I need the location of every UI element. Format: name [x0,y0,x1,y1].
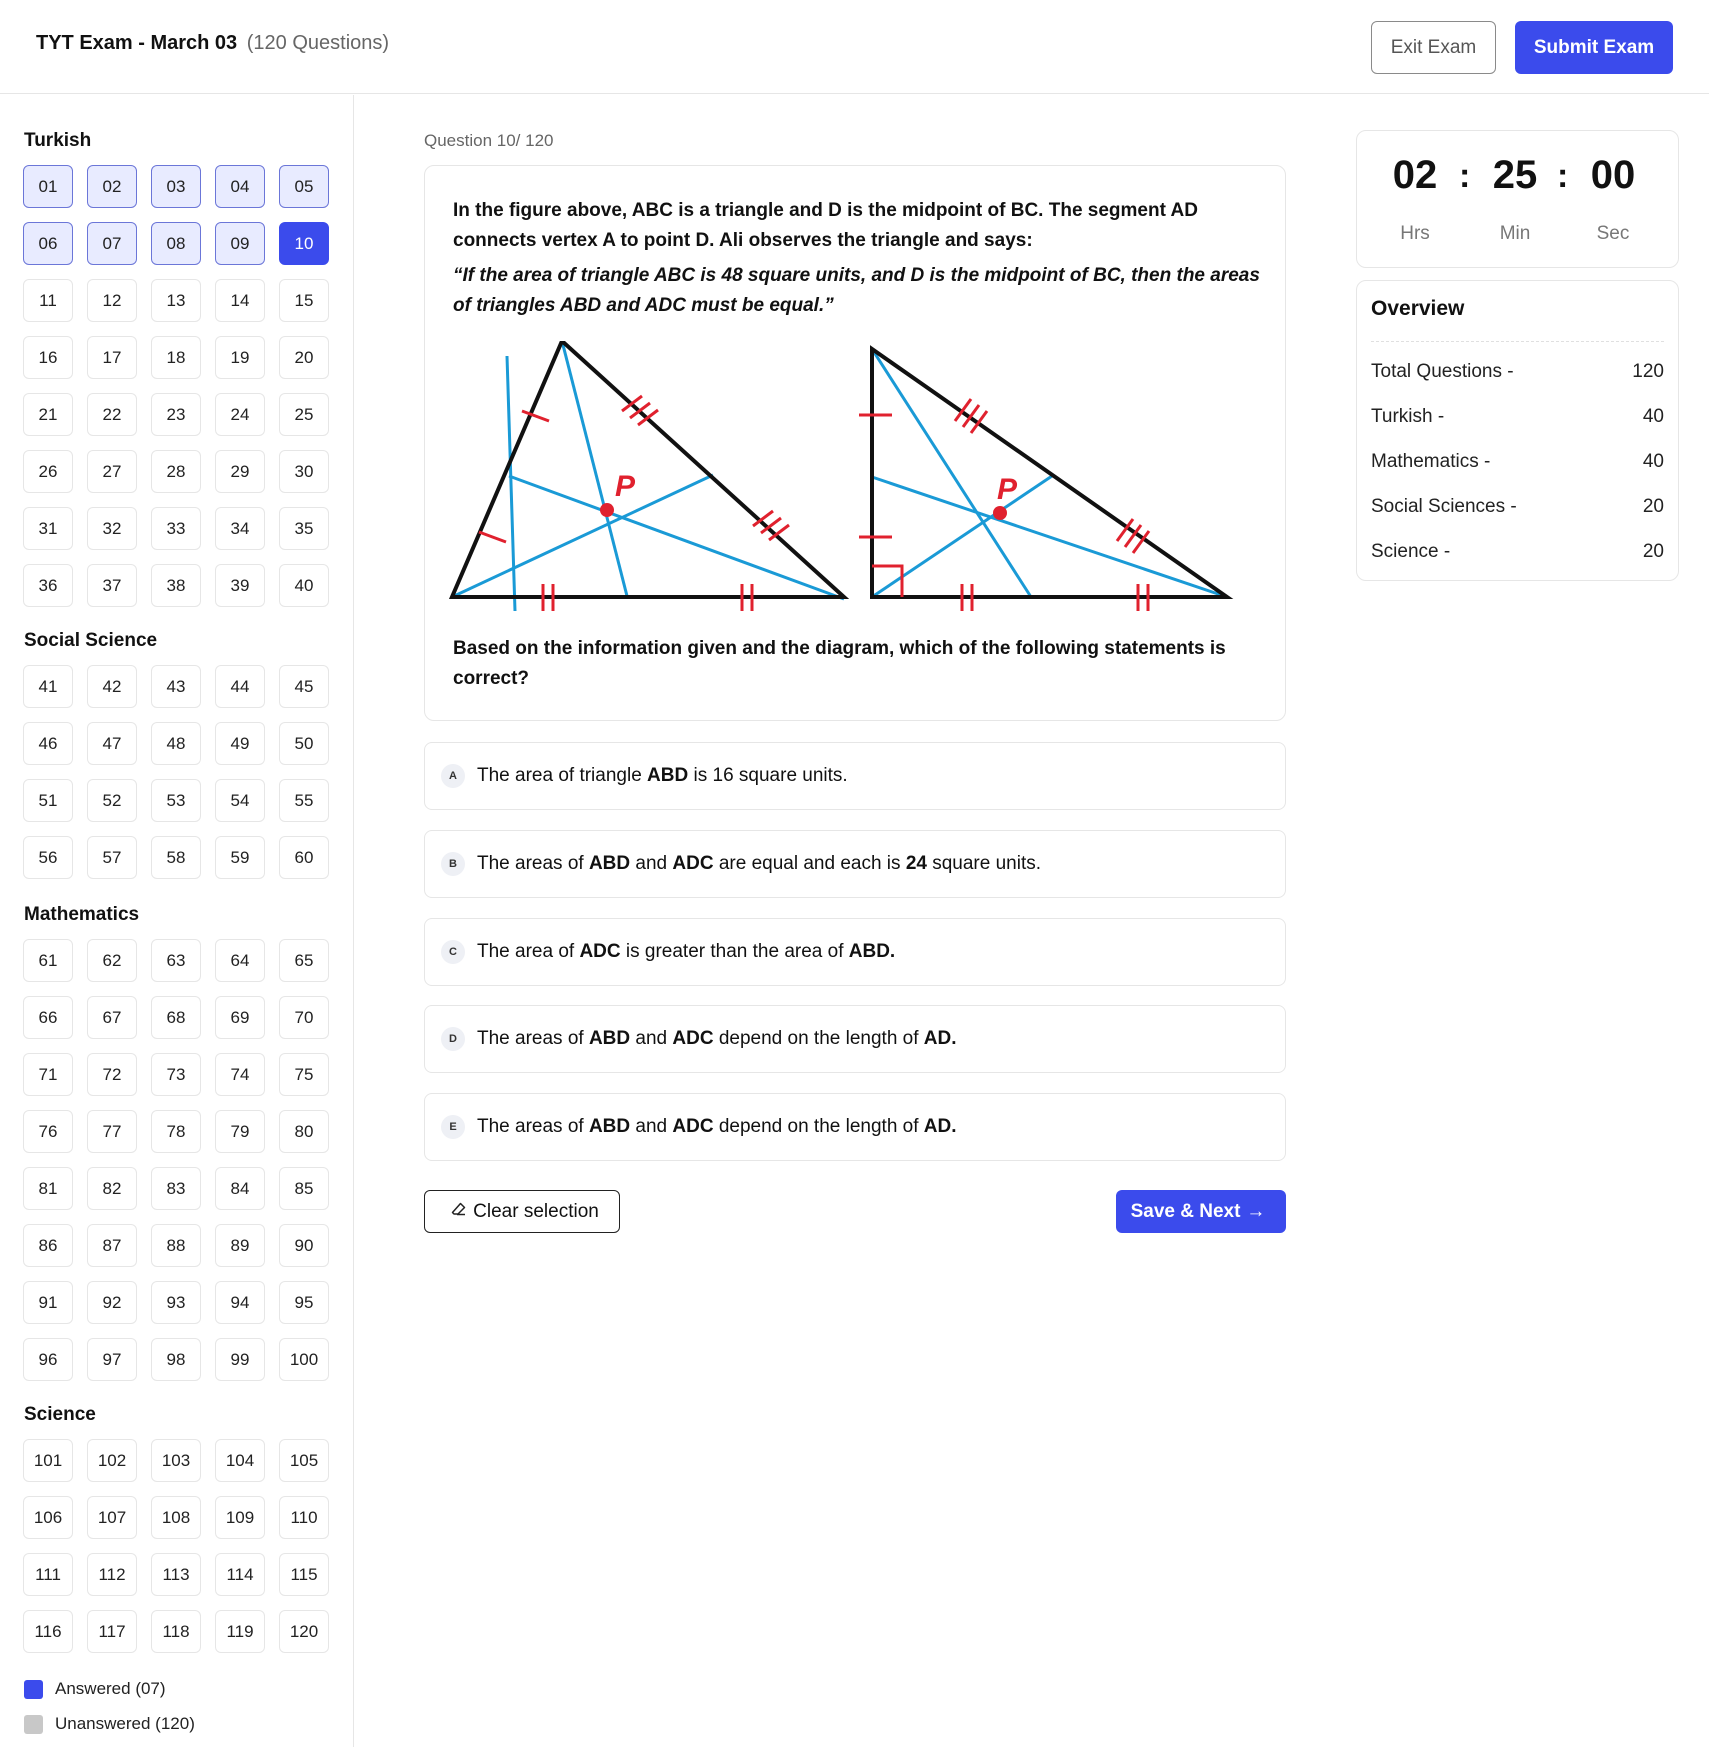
question-nav-button[interactable]: 83 [151,1167,201,1210]
overview-row-value: 40 [1642,451,1664,472]
overview-divider [1371,341,1664,342]
question-nav-button[interactable]: 74 [215,1053,265,1096]
option-letter: E [441,1115,465,1139]
arrow-right-icon: → [1246,1200,1266,1222]
question-grid-science [23,1439,329,1653]
question-nav-button[interactable]: 06 [23,222,73,265]
question-nav-button[interactable]: 64 [215,939,265,982]
question-nav-button[interactable]: 05 [279,165,329,208]
question-nav-button[interactable]: 18 [151,336,201,379]
question-nav-button[interactable]: 53 [151,779,201,822]
question-nav-button[interactable]: 81 [23,1167,73,1210]
question-nav-button[interactable]: 80 [279,1110,329,1153]
question-nav-button[interactable]: 79 [215,1110,265,1153]
answer-option-d[interactable] [424,1005,1286,1073]
question-nav-button[interactable]: 35 [279,507,329,550]
question-nav-button[interactable]: 28 [151,450,201,493]
question-nav-button[interactable]: 16 [23,336,73,379]
question-nav-button[interactable]: 11 [23,279,73,322]
option-text-bold: ADC [672,853,714,874]
question-nav-button[interactable]: 21 [23,393,73,436]
exam-question-count: (120 Questions) [246,32,390,54]
timer-seconds-label: Sec [1596,223,1630,244]
question-nav-button[interactable]: 31 [23,507,73,550]
question-nav-button[interactable]: 109 [215,1496,265,1539]
option-text-bold: AD. [923,1116,957,1137]
overview-panel [1356,280,1679,581]
save-next-label: Save & Next [1130,1200,1241,1222]
question-nav-button[interactable]: 69 [215,996,265,1039]
option-letter: B [441,852,465,876]
option-text-part: square units. [926,853,1042,874]
question-nav-button[interactable]: 09 [215,222,265,265]
section-title-mathematics: Mathematics [24,904,140,925]
question-nav-button[interactable]: 08 [151,222,201,265]
option-text-part: depend on the length of [713,1028,924,1049]
question-nav-button[interactable]: 115 [279,1553,329,1596]
question-nav-button[interactable]: 58 [151,836,201,879]
question-nav-button[interactable]: 12 [87,279,137,322]
legend-answered-label: Answered (07) [55,1679,166,1698]
overview-title: Overview [1371,297,1465,320]
section-title-turkish: Turkish [24,130,92,151]
question-nav-button[interactable]: 13 [151,279,201,322]
question-nav-button[interactable]: 57 [87,836,137,879]
countdown-timer [1356,130,1679,268]
question-nav-button[interactable]: 62 [87,939,137,982]
overview-row-label: Mathematics - [1371,451,1491,472]
question-nav-button[interactable]: 51 [23,779,73,822]
overview-row-label: Science - [1371,541,1451,562]
question-grid-turkish [23,165,329,607]
exam-title [36,32,389,55]
question-nav-button[interactable]: 17 [87,336,137,379]
option-text-bold: ABD [588,853,631,874]
timer-hours-label: Hrs [1400,223,1430,244]
question-nav-button[interactable]: 119 [215,1610,265,1653]
question-counter: Question 10/ 120 [424,131,554,150]
question-nav-button[interactable]: 42 [87,665,137,708]
question-nav-button[interactable]: 40 [279,564,329,607]
overview-row-label: Turkish - [1371,406,1445,427]
question-nav-button[interactable]: 29 [215,450,265,493]
question-nav-button[interactable]: 61 [23,939,73,982]
option-text-bold: AD. [923,1028,957,1049]
timer-hours: 02 [1392,153,1438,197]
answer-option-a[interactable] [424,742,1286,810]
question-nav-button[interactable]: 73 [151,1053,201,1096]
option-text-bold: ABD [647,765,689,786]
question-nav-button[interactable]: 49 [215,722,265,765]
overview-row [1371,451,1664,473]
question-nav-button[interactable]: 116 [23,1610,73,1653]
question-nav-button[interactable]: 99 [215,1338,265,1381]
option-text-part: and [630,1028,673,1049]
option-text-bold: ADC [579,941,621,962]
question-nav-button[interactable]: 34 [215,507,265,550]
clear-selection-button[interactable] [424,1190,620,1233]
overview-row [1371,361,1664,383]
question-nav-button[interactable]: 104 [215,1439,265,1482]
section-title-social-science: Social Science [24,630,158,651]
unanswered-swatch [24,1715,43,1734]
option-text [477,1116,957,1138]
question-nav-button[interactable]: 63 [151,939,201,982]
overview-row-value: 20 [1642,496,1664,517]
question-nav-button[interactable]: 01 [23,165,73,208]
question-nav-button[interactable]: 112 [87,1553,137,1596]
overview-row-label: Social Sciences - [1371,496,1517,517]
question-nav-button[interactable]: 68 [151,996,201,1039]
option-letter: C [441,940,465,964]
question-nav-button[interactable]: 15 [279,279,329,322]
option-text-part: The area of triangle [477,765,648,786]
question-nav-button[interactable]: 48 [151,722,201,765]
question-nav-button[interactable]: 43 [151,665,201,708]
option-text-bold: ABD [588,1116,631,1137]
point-label-p-right: P [997,473,1018,506]
option-text-part: and [630,853,673,874]
question-nav-button[interactable]: 30 [279,450,329,493]
question-nav-button[interactable]: 86 [23,1224,73,1267]
save-next-button[interactable] [1116,1190,1286,1233]
question-nav-button[interactable]: 84 [215,1167,265,1210]
question-nav-button[interactable]: 45 [279,665,329,708]
eraser-icon [451,1201,467,1223]
option-text [477,765,848,787]
legend-answered [24,1679,166,1699]
legend-unanswered [24,1714,195,1734]
exit-exam-button[interactable]: Exit Exam [1371,21,1496,74]
overview-row [1371,496,1664,518]
timer-minutes-label: Min [1499,223,1531,244]
question-nav-button[interactable]: 95 [279,1281,329,1324]
right-triangle [859,349,1227,611]
question-nav-button[interactable]: 65 [279,939,329,982]
option-text-bold: ABD. [848,941,896,962]
question-nav-button[interactable]: 98 [151,1338,201,1381]
question-nav-button[interactable]: 52 [87,779,137,822]
option-text-part: The area of [477,941,580,962]
answered-swatch [24,1680,43,1699]
timer-minutes: 25 [1492,153,1538,197]
option-text-part: is greater than the area of [620,941,849,962]
question-nav-button[interactable]: 90 [279,1224,329,1267]
answer-option-e[interactable] [424,1093,1286,1161]
question-nav-button[interactable]: 66 [23,996,73,1039]
question-nav-button[interactable]: 67 [87,996,137,1039]
question-quote: “If the area of triangle ABC is 48 square units, and D is the midpoint of BC, then the areas of triangles ABD and ADC must be equal.” [453,265,1260,316]
question-nav-button[interactable]: 87 [87,1224,137,1267]
question-nav-button[interactable]: 33 [151,507,201,550]
question-nav-button[interactable]: 117 [87,1610,137,1653]
option-text-bold: ADC [672,1116,714,1137]
question-nav-button[interactable]: 118 [151,1610,201,1653]
option-text-bold: ADC [672,1028,714,1049]
question-nav-button[interactable]: 46 [23,722,73,765]
option-text-part: is 16 square units. [688,765,848,786]
question-card [424,165,1286,721]
question-text: In the figure above, ABC is a triangle and D is the midpoint of BC. The segment AD connects vertex A to point D. Ali observes the triangle and says: [453,200,1198,251]
left-triangle [452,341,844,611]
question-nav-button[interactable]: 106 [23,1496,73,1539]
question-nav-button[interactable]: 75 [279,1053,329,1096]
timer-seconds: 00 [1590,153,1636,197]
question-nav-button[interactable]: 110 [279,1496,329,1539]
question-nav-button[interactable]: 88 [151,1224,201,1267]
question-nav-button[interactable]: 38 [151,564,201,607]
question-nav-button[interactable]: 82 [87,1167,137,1210]
question-nav-button[interactable]: 70 [279,996,329,1039]
question-nav-button[interactable]: 103 [151,1439,201,1482]
overview-row-value: 20 [1642,541,1664,562]
question-nav-button[interactable]: 107 [87,1496,137,1539]
question-nav-button[interactable]: 78 [151,1110,201,1153]
overview-row [1371,541,1664,563]
question-nav-button[interactable]: 59 [215,836,265,879]
question-nav-button[interactable]: 85 [279,1167,329,1210]
question-nav-button[interactable]: 04 [215,165,265,208]
section-title-science: Science [24,1404,96,1425]
triangle-figure [447,341,1267,611]
overview-row-label: Total Questions - [1371,361,1514,382]
question-nav-button[interactable]: 14 [215,279,265,322]
question-nav-button[interactable]: 03 [151,165,201,208]
question-nav-button[interactable]: 60 [279,836,329,879]
question-nav-button[interactable]: 96 [23,1338,73,1381]
option-text-part: The areas of [477,1028,589,1049]
question-nav-button[interactable]: 26 [23,450,73,493]
answer-option-c[interactable] [424,918,1286,986]
question-nav-button[interactable]: 39 [215,564,265,607]
option-text-part: The areas of [477,853,589,874]
question-nav-button[interactable]: 114 [215,1553,265,1596]
exam-title-text: TYT Exam - March 03 [36,32,238,54]
question-nav-button[interactable]: 113 [151,1553,201,1596]
timer-separator-2: : [1557,157,1569,195]
question-nav-button[interactable]: 105 [279,1439,329,1482]
timer-separator-1: : [1459,157,1471,195]
question-nav-button[interactable]: 55 [279,779,329,822]
question-nav-button[interactable]: 97 [87,1338,137,1381]
question-nav-button[interactable]: 91 [23,1281,73,1324]
question-nav-button[interactable]: 25 [279,393,329,436]
option-text-part: are equal and each is [713,853,906,874]
question-nav-button[interactable]: 54 [215,779,265,822]
overview-row [1371,406,1664,428]
option-text [477,941,895,963]
question-nav-button[interactable]: 44 [215,665,265,708]
option-text-bold: 24 [905,853,927,874]
question-nav-button[interactable]: 111 [23,1553,73,1596]
question-nav-button[interactable]: 94 [215,1281,265,1324]
question-nav-button[interactable]: 24 [215,393,265,436]
question-nav-button[interactable]: 56 [23,836,73,879]
legend-unanswered-label: Unanswered (120) [55,1714,195,1733]
question-nav-button[interactable]: 71 [23,1053,73,1096]
question-nav-button[interactable]: 41 [23,665,73,708]
answer-option-b[interactable] [424,830,1286,898]
option-text-part: depend on the length of [713,1116,924,1137]
option-letter: A [441,764,465,788]
question-navigator [0,95,354,1747]
option-text [477,853,1041,875]
question-nav-button[interactable]: 102 [87,1439,137,1482]
question-nav-button[interactable]: 37 [87,564,137,607]
option-letter: D [441,1027,465,1051]
question-nav-button[interactable]: 108 [151,1496,201,1539]
question-nav-button[interactable]: 93 [151,1281,201,1324]
question-nav-button[interactable]: 50 [279,722,329,765]
question-nav-button[interactable]: 07 [87,222,137,265]
question-nav-button[interactable]: 19 [215,336,265,379]
question-nav-button[interactable]: 22 [87,393,137,436]
question-nav-button[interactable]: 02 [87,165,137,208]
question-nav-button[interactable]: 92 [87,1281,137,1324]
question-grid-social-science [23,665,329,879]
question-nav-button[interactable]: 101 [23,1439,73,1482]
clear-selection-label: Clear selection [473,1200,599,1222]
question-nav-button[interactable]: 47 [87,722,137,765]
overview-row-value: 120 [1632,361,1664,382]
point-label-p: P [615,470,636,503]
question-nav-button[interactable]: 20 [279,336,329,379]
question-nav-button[interactable]: 89 [215,1224,265,1267]
question-nav-button[interactable]: 72 [87,1053,137,1096]
question-prompt: Based on the information given and the diagram, which of the following statements is correct? [453,638,1226,689]
question-nav-button[interactable]: 23 [151,393,201,436]
question-nav-button[interactable]: 10 [279,222,329,265]
question-nav-button[interactable]: 36 [23,564,73,607]
option-text [477,1028,957,1050]
question-nav-button[interactable]: 32 [87,507,137,550]
option-text-part: and [630,1116,673,1137]
option-text-part: The areas of [477,1116,589,1137]
question-nav-button[interactable]: 100 [279,1338,329,1381]
question-nav-button[interactable]: 27 [87,450,137,493]
option-text-bold: ABD [588,1028,631,1049]
overview-row-value: 40 [1642,406,1664,427]
question-grid-mathematics [23,939,329,1381]
question-nav-button[interactable]: 120 [279,1610,329,1653]
question-nav-button[interactable]: 76 [23,1110,73,1153]
top-bar [0,0,1709,94]
submit-exam-button[interactable]: Submit Exam [1515,21,1673,74]
question-nav-button[interactable]: 77 [87,1110,137,1153]
